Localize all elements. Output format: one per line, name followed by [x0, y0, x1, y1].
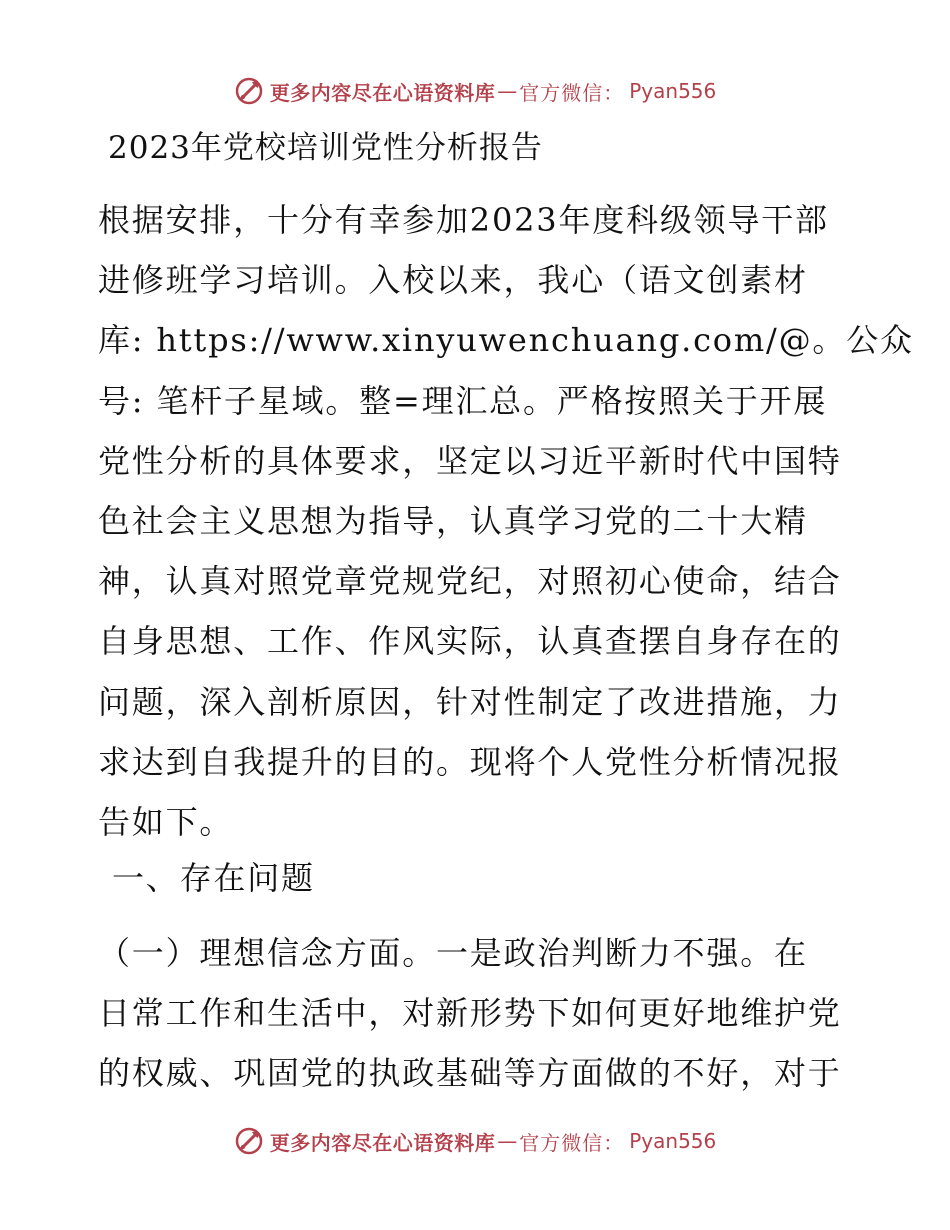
banner-dash: —: [497, 79, 518, 103]
document-title: 2023年党校培训党性分析报告: [108, 130, 543, 166]
banner-wechat-label: 官方微信: [519, 1130, 604, 1155]
banner-wechat-id: Pyan556: [629, 79, 717, 103]
watermark-banner-top: [0, 71, 950, 111]
text-line: 号: 笔杆子星域。整=理汇总。严格按照关于开展: [98, 381, 828, 420]
section-heading: 一、存在问题: [112, 859, 315, 897]
text-line: （一）理想信念方面。一是政治判断力不强。在: [98, 934, 808, 972]
banner-colon: ：: [603, 1130, 624, 1155]
text-line: 告如下。: [98, 802, 234, 841]
text-line: 日常工作和生活中，对新形势下如何更好地维护党: [98, 994, 842, 1033]
paragraph-problems: [98, 923, 858, 1104]
text-line: 的权威、巩固党的执政基础等方面做的不好，对于: [98, 1054, 842, 1093]
text-line: 进修班学习培训。入校以来，我心（语文创素材: [98, 261, 808, 300]
paragraph-intro: [98, 190, 914, 852]
text-line: 自身思想、工作、作风实际，认真查摆自身存在的: [98, 622, 842, 661]
banner-wechat-id: Pyan556: [629, 1129, 717, 1153]
banner-text: 更多内容尽在心语资料库: [269, 80, 496, 105]
banner-colon: ：: [603, 80, 624, 105]
text-line: 色社会主义思想为指导，认真学习党的二十大精: [98, 501, 808, 540]
text-line: 根据安排，十分有幸参加2023年度科级领导干部: [98, 201, 829, 239]
text-line: 问题，深入剖析原因，针对性制定了改进措施，力: [98, 682, 842, 721]
text-line: 党性分析的具体要求，坚定以习近平新时代中国特: [98, 441, 842, 480]
quill-pen-icon: [234, 1126, 264, 1156]
watermark-banner-bottom: [0, 1121, 950, 1161]
text-line: 库: https://www.xinyuwenchuang.com/@。公众: [98, 321, 914, 360]
text-line: 神，认真对照党章党规党纪，对照初心使命，结合: [98, 562, 842, 601]
text-line: 求达到自我提升的目的。现将个人党性分析情况报: [98, 742, 842, 781]
quill-pen-icon: [234, 76, 264, 106]
banner-dash: —: [497, 1129, 518, 1153]
banner-text: 更多内容尽在心语资料库: [269, 1130, 496, 1155]
banner-wechat-label: 官方微信: [519, 80, 604, 105]
